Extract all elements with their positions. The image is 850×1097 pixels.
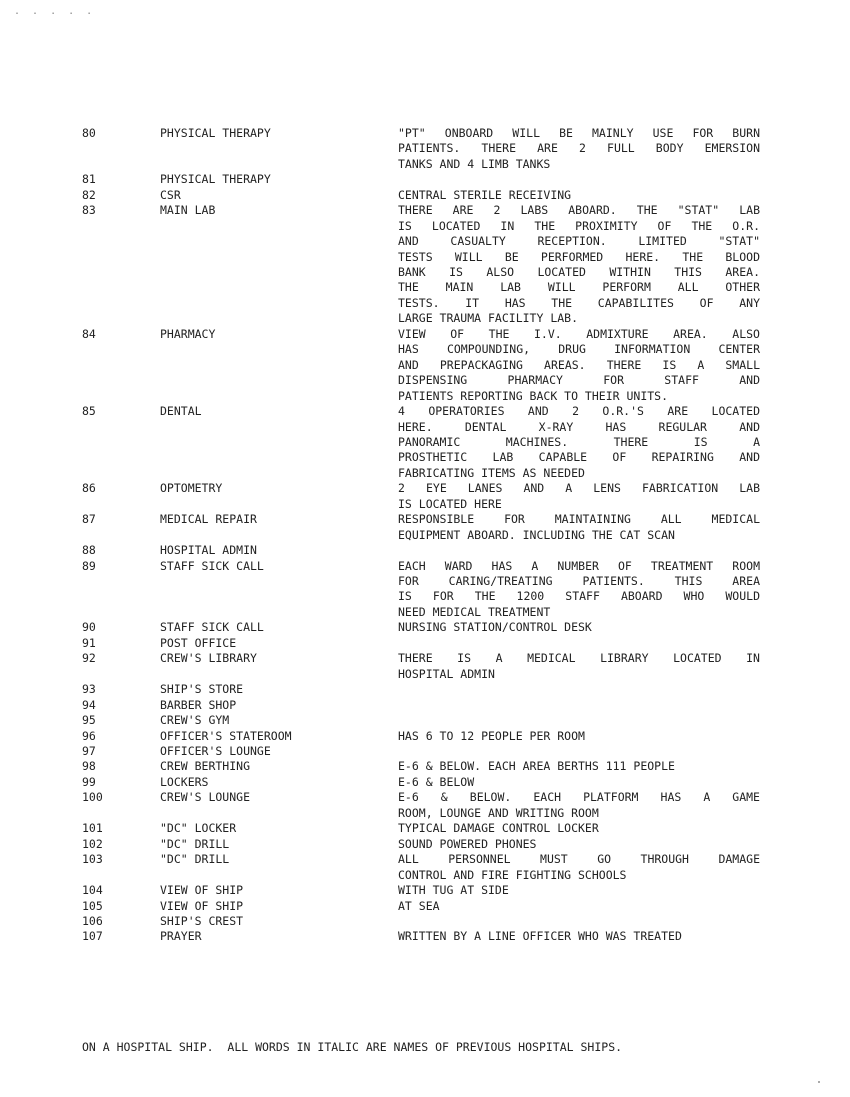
description-line: HOSPITAL ADMIN: [398, 666, 495, 681]
entry-number: 107: [82, 929, 103, 944]
description-line: DISPENSING PHARMACY FOR STAFF AND: [398, 373, 760, 388]
entry-title: VIEW OF SHIP: [160, 883, 244, 898]
entry-description: [398, 559, 760, 621]
entry-title: STAFF SICK CALL: [160, 620, 264, 635]
entry-number: 85: [82, 404, 96, 419]
entry-description: [398, 790, 760, 821]
entry-number: 99: [82, 774, 96, 789]
entry-description: [398, 837, 760, 852]
entry-title: OFFICER'S LOUNGE: [160, 744, 271, 758]
entry-description: [398, 620, 760, 635]
entry-description: [398, 729, 760, 744]
entry-title: SHIP'S STORE: [160, 682, 244, 697]
entry-title: MAIN LAB: [160, 203, 216, 218]
description-line: PATIENTS. THERE ARE 2 FULL BODY EMERSION: [398, 141, 760, 156]
entry-description: [398, 512, 760, 543]
description-line: AND PREPACKAGING AREAS. THERE IS A SMALL: [398, 357, 760, 372]
description-line: WRITTEN BY A LINE OFFICER WHO WAS TREATED: [398, 929, 682, 944]
description-line: IS LOCATED IN THE PROXIMITY OF THE O.R.: [398, 218, 760, 233]
description-line: THERE ARE 2 LABS ABOARD. THE "STAT" LAB: [398, 203, 760, 218]
entry-number: 82: [82, 187, 96, 202]
entry-number: 80: [82, 126, 96, 140]
entry-number: 93: [82, 682, 96, 697]
description-line: EACH WARD HAS A NUMBER OF TREATMENT ROOM: [398, 558, 760, 573]
description-line: THERE IS A MEDICAL LIBRARY LOCATED IN: [398, 651, 760, 666]
entry-number: 83: [82, 203, 96, 218]
description-line: NURSING STATION/CONTROL DESK: [398, 620, 592, 635]
entry-description: [398, 821, 760, 836]
entry-description: [398, 481, 760, 512]
description-line: E-6 & BELOW. EACH AREA BERTHS 111 PEOPLE: [398, 759, 675, 774]
entry-description: [398, 651, 760, 682]
entry-title: HOSPITAL ADMIN: [160, 543, 257, 558]
entry-number: 96: [82, 728, 96, 743]
description-line: 2 EYE LANES AND A LENS FABRICATION LAB: [398, 481, 760, 496]
entry-title: LOCKERS: [160, 774, 209, 789]
entry-description: [398, 188, 760, 203]
entry-number: 103: [82, 852, 103, 867]
entry-description: [398, 899, 760, 914]
description-line: "PT" ONBOARD WILL BE MAINLY USE FOR BURN: [398, 126, 760, 140]
description-line: ROOM, LOUNGE AND WRITING ROOM: [398, 805, 599, 820]
entry-number: 100: [82, 790, 103, 805]
description-line: FOR CARING/TREATING PATIENTS. THIS AREA: [398, 574, 760, 589]
description-line: NEED MEDICAL TREATMENT: [398, 604, 551, 619]
entry-number: 104: [82, 883, 103, 898]
entry-number: 98: [82, 759, 96, 774]
entry-description: [398, 775, 760, 790]
description-line: PANORAMIC MACHINES. THERE IS A: [398, 434, 760, 449]
entry-title: PHARMACY: [160, 326, 216, 341]
entry-title: MEDICAL REPAIR: [160, 512, 257, 527]
description-line: CONTROL AND FIRE FIGHTING SCHOOLS: [398, 867, 627, 882]
entry-description: [398, 852, 760, 883]
description-line: HAS 6 TO 12 PEOPLE PER ROOM: [398, 728, 585, 743]
description-line: WITH TUG AT SIDE: [398, 883, 509, 898]
entry-title: SHIP'S CREST: [160, 913, 244, 928]
entry-description: [398, 929, 760, 944]
entry-title: PRAYER: [160, 929, 202, 944]
entry-number: 89: [82, 558, 96, 573]
description-line: PROSTHETIC LAB CAPABLE OF REPAIRING AND: [398, 450, 760, 465]
entry-title: POST OFFICE: [160, 635, 237, 650]
entry-description: [398, 203, 760, 327]
entry-title: DENTAL: [160, 404, 202, 419]
description-line: CENTRAL STERILE RECEIVING: [398, 187, 572, 202]
description-line: VIEW OF THE I.V. ADMIXTURE AREA. ALSO: [398, 326, 760, 341]
description-line: RESPONSIBLE FOR MAINTAINING ALL MEDICAL: [398, 512, 760, 527]
entry-number: 91: [82, 635, 96, 650]
description-line: HERE. DENTAL X-RAY HAS REGULAR AND: [398, 419, 760, 434]
entry-description: [398, 404, 760, 481]
entry-title: CREW'S LIBRARY: [160, 651, 257, 666]
entry-title: STAFF SICK CALL: [160, 558, 264, 573]
entry-description: [398, 883, 760, 898]
entry-number: 92: [82, 651, 96, 666]
description-line: FABRICATING ITEMS AS NEEDED: [398, 465, 585, 480]
scan-speck: [818, 1081, 820, 1083]
entry-title: OPTOMETRY: [160, 481, 223, 496]
entry-title: PHYSICAL THERAPY: [160, 172, 271, 187]
scan-marks: . . . . .: [14, 6, 96, 17]
description-line: AT SEA: [398, 898, 440, 913]
entry-number: 86: [82, 481, 96, 496]
entry-number: 95: [82, 713, 96, 728]
entry-title: BARBER SHOP: [160, 697, 237, 712]
entry-number: 94: [82, 697, 96, 712]
description-line: ALL PERSONNEL MUST GO THROUGH DAMAGE: [398, 852, 760, 867]
entry-number: 106: [82, 913, 103, 928]
description-line: 4 OPERATORIES AND 2 O.R.'S ARE LOCATED: [398, 404, 760, 419]
description-line: PATIENTS REPORTING BACK TO THEIR UNITS.: [398, 388, 669, 403]
entry-title: OFFICER'S STATEROOM: [160, 728, 292, 743]
entry-title: CREW'S LOUNGE: [160, 790, 251, 805]
entry-description: [398, 126, 760, 172]
entry-number: 87: [82, 512, 96, 527]
description-line: LARGE TRAUMA FACILITY LAB.: [398, 311, 579, 326]
entry-title: "DC" LOCKER: [160, 821, 237, 836]
entry-number: 81: [82, 172, 96, 187]
entry-number: 90: [82, 620, 96, 635]
entry-number: 102: [82, 836, 103, 851]
description-line: TANKS AND 4 LIMB TANKS: [398, 156, 551, 171]
description-line: E-6 & BELOW. EACH PLATFORM HAS A GAME: [398, 790, 760, 805]
description-line: TESTS. IT HAS THE CAPABILITES OF ANY: [398, 295, 760, 310]
description-line: AND CASUALTY RECEPTION. LIMITED "STAT": [398, 234, 760, 249]
entry-description: [398, 327, 760, 404]
entry-number: 97: [82, 744, 96, 758]
description-line: TESTS WILL BE PERFORMED HERE. THE BLOOD: [398, 249, 760, 264]
description-line: HAS COMPOUNDING, DRUG INFORMATION CENTER: [398, 342, 760, 357]
entry-title: "DC" DRILL: [160, 852, 230, 867]
description-line: EQUIPMENT ABOARD. INCLUDING THE CAT SCAN: [398, 527, 675, 542]
entry-number: 105: [82, 898, 103, 913]
description-line: BANK IS ALSO LOCATED WITHIN THIS AREA.: [398, 265, 760, 279]
description-line: IS FOR THE 1200 STAFF ABOARD WHO WOULD: [398, 589, 760, 604]
description-line: IS LOCATED HERE: [398, 496, 502, 511]
entry-title: PHYSICAL THERAPY: [160, 126, 271, 140]
description-line: SOUND POWERED PHONES: [398, 836, 537, 851]
entry-number: 88: [82, 543, 96, 558]
description-line: E-6 & BELOW: [398, 774, 475, 789]
description-line: THE MAIN LAB WILL PERFORM ALL OTHER: [398, 280, 760, 295]
entry-title: "DC" DRILL: [160, 836, 230, 851]
entry-title: CREW'S GYM: [160, 713, 230, 728]
entry-title: CSR: [160, 187, 181, 202]
description-line: TYPICAL DAMAGE CONTROL LOCKER: [398, 821, 599, 836]
entry-title: CREW BERTHING: [160, 759, 251, 774]
entry-title: VIEW OF SHIP: [160, 898, 244, 913]
entry-number: 84: [82, 326, 96, 341]
entry-description: [398, 759, 760, 774]
footer-note: ON A HOSPITAL SHIP. ALL WORDS IN ITALIC ARE NAMES OF PREVIOUS HOSPITAL SHIPS.: [82, 1040, 623, 1054]
entry-number: 101: [82, 821, 103, 836]
